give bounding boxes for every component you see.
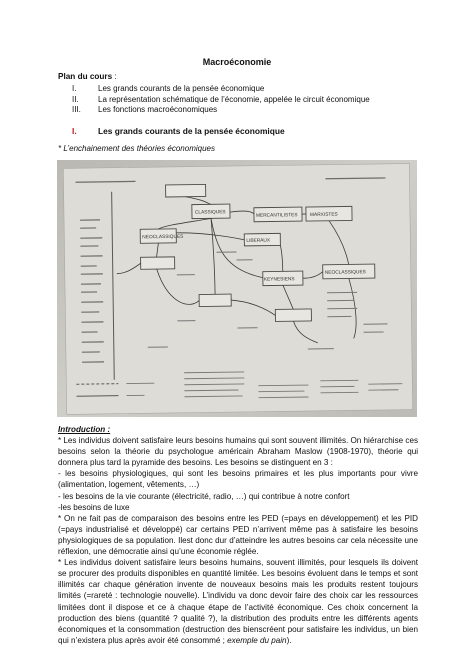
- toc-number: I.: [72, 84, 77, 93]
- plan-heading: [58, 72, 117, 81]
- section-title: Les grands courants de la pensée économique: [98, 126, 285, 136]
- paragraph: -les besoins de luxe: [58, 502, 130, 512]
- toc-item: [58, 84, 428, 95]
- paragraph: * Les individus doivent satisfaire leurs besoins humains qui sont souvent illimités. On hiérarchise ces besoins selon la théorie du psychologue américain Abraham Maslow (1908-1970), théorie qui donnera plus tard la pyramide des besoins. Les besoins se distinguent en 3 :: [58, 436, 418, 468]
- toc-number: II.: [72, 94, 79, 104]
- table-of-contents: [58, 84, 428, 116]
- introduction-heading: Introduction :: [58, 425, 111, 434]
- example-text: exemple du pain: [227, 635, 287, 645]
- economic-theories-diagram-photo: [57, 160, 417, 417]
- paragraph: - les besoins de la vie courante (électricité, radio, …) qui contribue à notre confort: [58, 491, 350, 501]
- label-classiques: CLASSIQUES: [194, 210, 226, 216]
- plan-colon: :: [112, 72, 117, 81]
- diagram-photo-graphic: [57, 160, 417, 417]
- toc-number: III.: [72, 105, 81, 114]
- label-marxistes: MARXISTES: [309, 212, 338, 218]
- toc-label: Les grands courants de la pensée économique: [98, 84, 265, 93]
- paragraph: - les besoins physiologiques, qui sont les besoins primaires et les plus importants pour vivre (alimentation, logement, vêtements, …): [58, 469, 418, 490]
- label-liberaux: LIBERAUX: [246, 238, 271, 244]
- toc-label: Les fonctions macroéconomiques: [98, 105, 218, 114]
- toc-item: [58, 95, 428, 106]
- document-title: Macroéconomie: [202, 57, 272, 67]
- label-neoclassiques: NEOCLASSIQUES: [142, 234, 184, 241]
- label-neoclassiques-right: NEOCLASSIQUES: [324, 270, 366, 276]
- paragraph: * On ne fait pas de comparaison des besoins entre les PED (=pays en développement) et les PID (=pays industrialisé et développé) car certains PED n’arrivent même pas à satisfaire les besoins physiologiques de sa population. Ilest donc dur d’atteindre les autres besoins car cela nécessite une réflexion, une démocratie ainsi qu’une économie réglée.: [58, 513, 418, 557]
- toc-item: [58, 105, 428, 116]
- section-number: I.: [72, 126, 77, 136]
- paragraph-text: * Les individus doivent satisfaire leurs besoins humains, souvent illimités, pour lesquels ils doivent se procurer des produits disponibles en quantité limitée. Les besoins évoluent dans le temps et sont illimités car chaque génération invente de nouveaux besoins mais les produits restent toujours limités (=rareté : technologie nouvelle). L’individu va donc devoir faire des choix car les ressources limitées dont il dispose et ce à chaque étape de l’activité économique. Ces choix concernent la production des biens (quantité ? qualité ?), la distribution des produits entre les différents agents économiques et la consommation (destruction des bienscréent pour satisfaire les individus, un bien qui n’existera plus après avoir été consommé ;: [58, 558, 418, 645]
- closing-text: ).: [286, 635, 292, 645]
- plan-label: Plan du cours: [58, 72, 113, 81]
- section-subtitle: * L’enchainement des théories économiques: [58, 144, 215, 153]
- paragraph-last: [58, 557, 418, 646]
- toc-label: La représentation schématique de l’économie, appelée le circuit économique: [98, 94, 370, 104]
- label-keynesiens: KEYNESIENS: [263, 277, 295, 283]
- introduction-section: [58, 424, 418, 646]
- label-mercantilistes: MERCANTILISTES: [255, 213, 298, 219]
- section-heading: [58, 126, 285, 136]
